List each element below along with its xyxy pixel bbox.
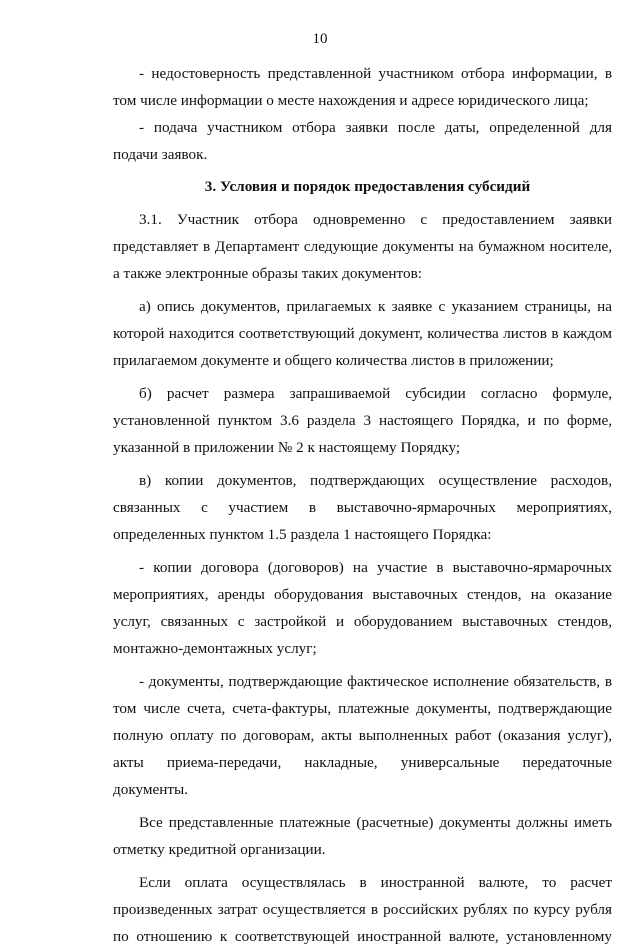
paragraph-late-submission: - подача участником отбора заявки после даты, определенной для подачи заявок. bbox=[113, 119, 612, 163]
paragraph-item-b: б) расчет размера запрашиваемой субсидии согласно формуле, установленной пунктом 3.6 раздела 3 настоящего Порядка, и по форме, указанной в приложении № 2 к настоящему Порядку; bbox=[113, 385, 612, 456]
paragraph-bank-mark: Все представленные платежные (расчетные) документы должны иметь отметку кредитной организации. bbox=[113, 814, 612, 858]
paragraph-execution-documents: - документы, подтверждающие фактическое исполнение обязательств, в том числе счета, счета-фактуры, платежные документы, подтверждающие полную оплату по договорам, акты выполненных работ (оказания услуг), акты приема-передачи, накладные, универсальные передаточные документы. bbox=[113, 673, 612, 798]
paragraph-contract-copies: - копии договора (договоров) на участие в выставочно-ярмарочных мероприятиях, аренды оборудования выставочных стендов, на оказание услуг, связанных с застройкой и оборудованием выставочных стендов, монтажно-демонтажных услуг; bbox=[113, 559, 612, 657]
document-body bbox=[113, 60, 612, 950]
paragraph-3-1: 3.1. Участник отбора одновременно с предоставлением заявки представляет в Департамент следующие документы на бумажном носителе, а также электронные образы таких документов: bbox=[113, 211, 612, 282]
section-heading: 3. Условия и порядок предоставления субсидий bbox=[204, 178, 531, 195]
paragraph-item-v: в) копии документов, подтверждающих осуществление расходов, связанных с участием в выставочно-ярмарочных мероприятиях, определенных пунктом 1.5 раздела 1 настоящего Порядка: bbox=[113, 472, 612, 543]
page-number: 10 bbox=[312, 31, 328, 47]
paragraph-item-a: а) опись документов, прилагаемых к заявке с указанием страницы, на которой находится соответствующий документ, количества листов в каждом прилагаемом документе и общего количества листов в приложении; bbox=[113, 298, 612, 369]
paragraph-foreign-currency: Если оплата осуществлялась в иностранной валюте, то расчет произведенных затрат осуществляется в российских рублях по курсу рубля по отношению к соответствующей иностранной валюте, установленному bbox=[113, 874, 612, 945]
paragraph-unreliable-info: - недостоверность представленной участником отбора информации, в том числе информации о месте нахождения и адресе юридического лица; bbox=[113, 65, 612, 109]
